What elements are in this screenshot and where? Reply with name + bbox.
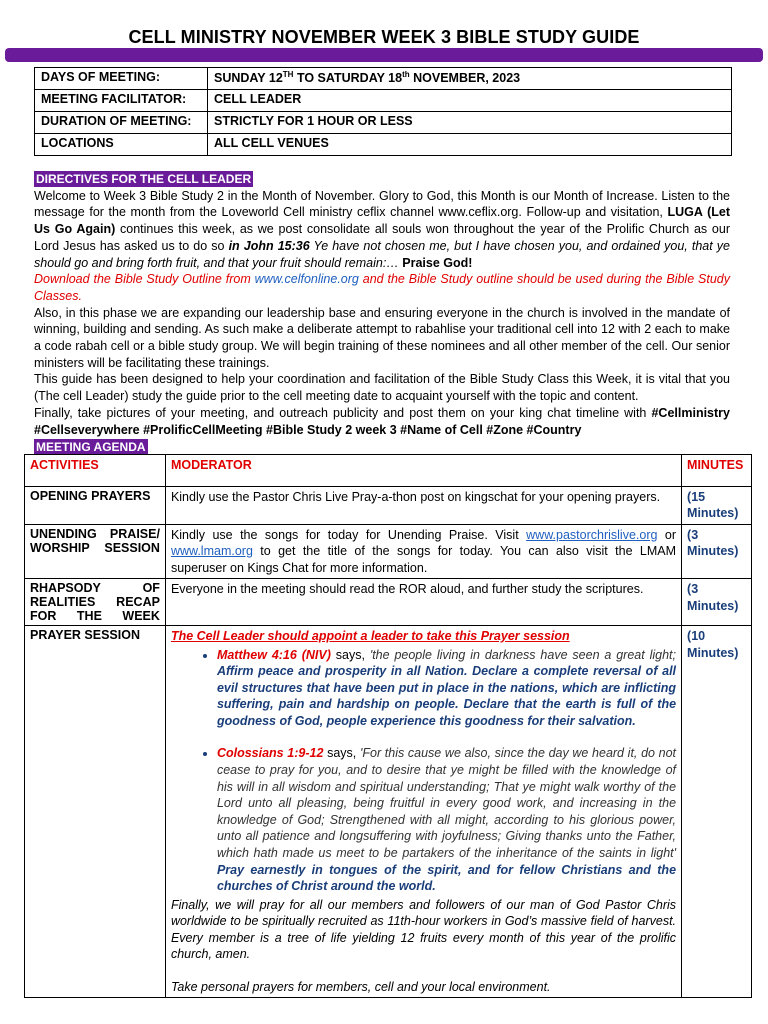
- days-value: SUNDAY 12TH TO SATURDAY 18th NOVEMBER, 2023: [208, 68, 732, 90]
- guide-paragraph: This guide has been designed to help your coordination and facilitation of the Bible Study Class this Week, it is vital that you (The cell Leader) study the guide prior to the cell meeting date to acquaint yourself with the topic and content.: [34, 372, 730, 404]
- prayer-closing-personal: Take personal prayers for members, cell and your local environment.: [170, 979, 551, 994]
- rhapsody-minutes: (3 Minutes): [682, 579, 752, 626]
- facilitator-label: MEETING FACILITATOR:: [35, 90, 208, 112]
- praise-activity: UNENDING PRAISE/ WORSHIP SESSION: [25, 524, 166, 579]
- list-item: • Colossians 1:9-12 says, 'For this cause we also, since the day we heard it, do not cease to pray for you, and to desire that ye might be filled with the knowledge of his will in all wisdom and spiritual understanding; That ye might walk worthy of the Lord unto all pleasing, being fruitful in every good work, and increasing in the knowledge of God; Strengthened with all might, according to his glorious power, unto all patience and longsuffering with joyfulness; Giving thanks unto the Father, which hath made us meet to be partakers of the inheritance of the saints in light' Pray earnestly in tongues of the spirit, and for fellow Christians and the churches of Christ around the world.: [217, 745, 676, 894]
- table-row: [25, 626, 752, 998]
- download-paragraph: Download the Bible Study Outline from www.celfonline.org and the Bible Study outline should be used during the Bible Study Classes.: [34, 272, 731, 303]
- days-label: DAYS OF MEETING:: [35, 68, 208, 90]
- duration-label: DURATION OF MEETING:: [35, 112, 208, 134]
- prayer-activity: PRAYER SESSION: [25, 626, 166, 998]
- facilitator-value: CELL LEADER: [208, 90, 732, 112]
- table-row: [25, 579, 752, 626]
- activities-header: ACTIVITIES: [25, 455, 166, 487]
- table-row: [25, 486, 752, 524]
- moderator-header: MODERATOR: [165, 455, 681, 487]
- directives-section: [34, 171, 730, 438]
- list-item: • Matthew 4:16 (NIV) says, 'the people living in darkness have seen a great light; Affirm peace and prosperity in all Nation. Declare a complete reversal of all evil structures that have been put in place in the nations, which are inflicting suffering, pain and hardship on people. Declare that the earth is full of the goodness of God, people experience this goodness for their salvation.: [217, 647, 676, 730]
- prayer-closing: Finally, we will pray for all our members and followers of our man of God Pastor Chris worldwide to be spiritually recruited as 11th-hour workers in God’s massive field of harvest. Every member is a tree of life yielding 12 fruits every month of this year of the prolific church, amen.: [170, 897, 677, 962]
- table-row: [25, 524, 752, 579]
- minutes-header: MINUTES: [682, 455, 752, 487]
- prayer-moderator: [165, 626, 681, 998]
- opening-moderator: Kindly use the Pastor Chris Live Pray-a-thon post on kingschat for your opening prayers.: [165, 486, 681, 524]
- celfonline-link[interactable]: www.celfonline.org: [254, 272, 359, 287]
- pictures-paragraph: Finally, take pictures of your meeting, and outreach publicity and post them on your king chat timeline with #Cellministry #Cellseverywhere #ProlificCellMeeting #Bible Study 2 week 3 #Name of Cell #Zone #Country: [34, 405, 730, 437]
- pastorchrislive-link[interactable]: www.pastorchrislive.org: [526, 527, 658, 542]
- meeting-info-table: [34, 67, 732, 156]
- table-row: [35, 90, 732, 112]
- praise-moderator: Kindly use the songs for today for Unending Praise. Visit www.pastorchrislive.org or www.lmam.org to get the title of the songs for today. You can also visit the LMAM superuser on Kings Chat for more information.: [165, 524, 681, 579]
- table-row: [35, 68, 732, 90]
- praise-minutes: (3 Minutes): [682, 524, 752, 579]
- directives-heading: DIRECTIVES FOR THE CELL LEADER: [36, 172, 252, 186]
- locations-value: ALL CELL VENUES: [208, 134, 732, 156]
- prayer-lead-instruction: The Cell Leader should appoint a leader to take this Prayer session: [170, 629, 570, 643]
- opening-activity: OPENING PRAYERS: [25, 486, 166, 524]
- table-row: [35, 112, 732, 134]
- opening-minutes: (15 Minutes): [682, 486, 752, 524]
- prayer-minutes: (10 Minutes): [682, 626, 752, 998]
- lmam-link[interactable]: www.lmam.org: [170, 544, 253, 558]
- rhapsody-activity: RHAPSODY OF REALITIES RECAP FOR THE WEEK: [25, 579, 166, 626]
- welcome-paragraph: Welcome to Week 3 Bible Study 2 in the Month of November. Glory to God, this Month is our Month of Increase. Listen to the message for the month from the Loveworld Cell ministry ceflix channel www.ceflix.org. Follow-up and visitation, LUGA (Let Us Go Again) continues this week, as we post consolidate all souls won throughout the year of the Prolific Church as our Lord Jesus has asked us to do so in John 15:36 Ye have not chosen me, but I have chosen you, and ordained you, that ye should go and bring forth fruit, and that your fruit should remain:… Praise God!: [34, 188, 730, 270]
- prayer-points: [171, 647, 676, 895]
- agenda-heading: MEETING AGENDA: [36, 440, 146, 454]
- title-underline-bar: [5, 48, 763, 62]
- rhapsody-moderator: Everyone in the meeting should read the ROR aloud, and further study the scriptures.: [165, 579, 681, 626]
- leadership-paragraph: Also, in this phase we are expanding our leadership base and ensuring everyone in the church is involved in the mandate of winning, building and sending. As such make a deliberate attempt to rabahlise your traditional cell into 12 with 2 each to make a code rabah cell or a bible study group. We will begin training of these nominees and all other member of the cell. Our senior ministers will be facilitating these trainings.: [34, 305, 730, 370]
- agenda-table: [24, 454, 752, 998]
- duration-value: STRICTLY FOR 1 HOUR OR LESS: [208, 112, 732, 134]
- locations-label: LOCATIONS: [35, 134, 208, 156]
- table-row: [35, 134, 732, 156]
- table-header-row: [25, 455, 752, 487]
- page-title: CELL MINISTRY NOVEMBER WEEK 3 BIBLE STUDY GUIDE: [128, 27, 640, 47]
